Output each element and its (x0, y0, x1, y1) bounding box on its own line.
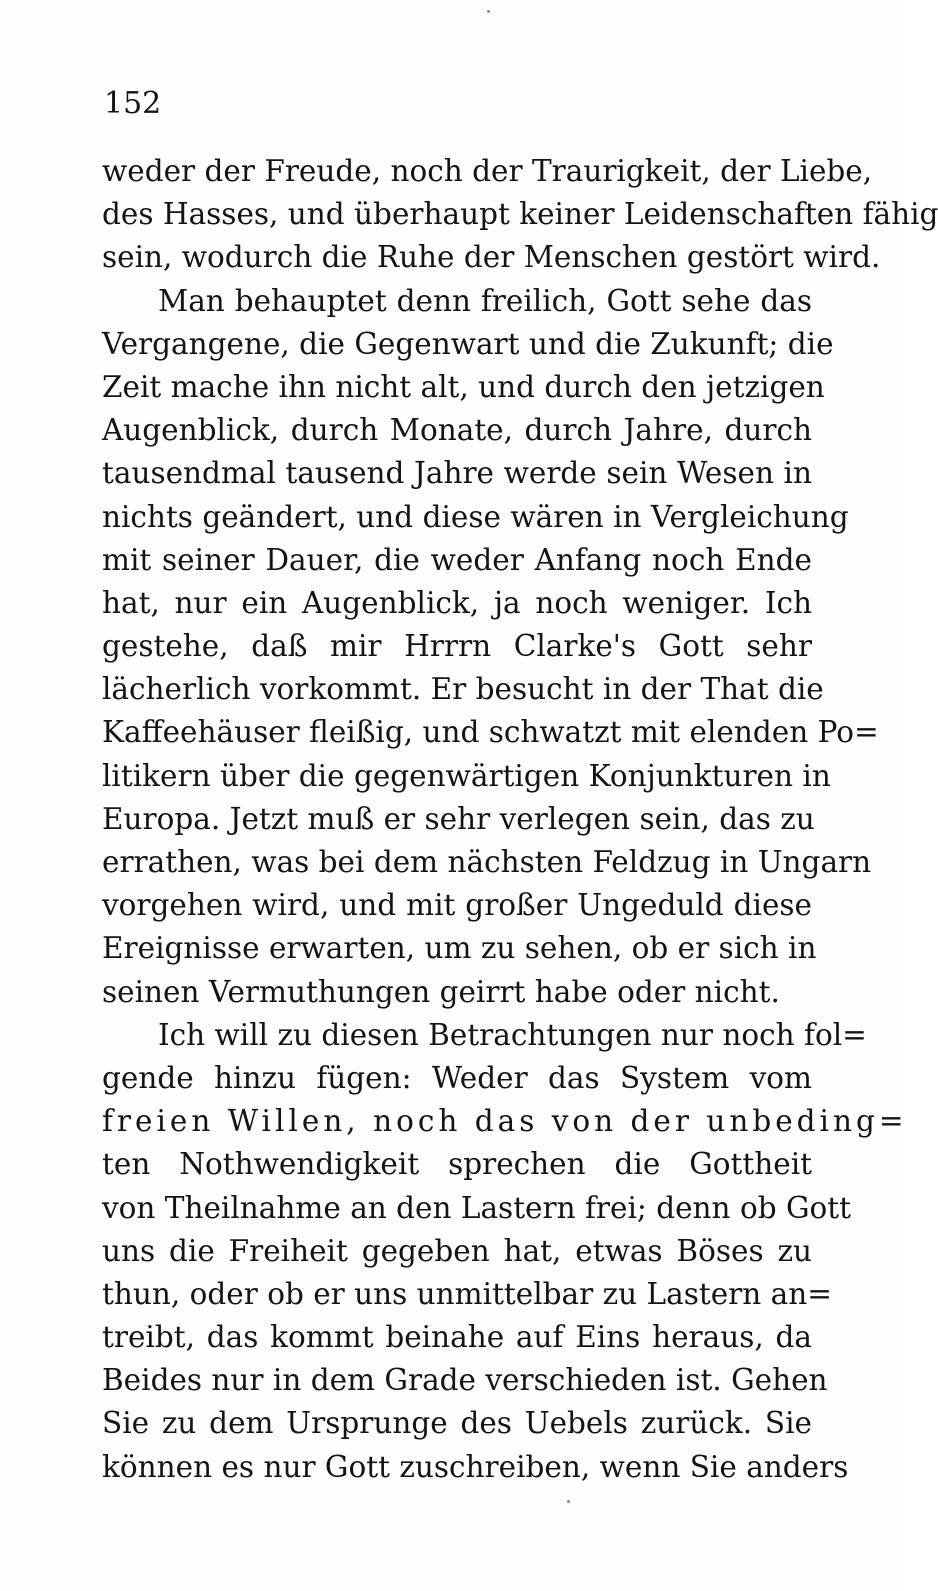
text-line: sein, wodurch die Ruhe der Menschen gestört wird. (102, 240, 881, 275)
text-line: Vergangene, die Gegenwart und die Zukunft; die (102, 326, 834, 361)
text-line: litikern über die gegenwärtigen Konjunkturen in (102, 758, 831, 793)
text-line: seinen Vermuthungen geirrt habe oder nicht. (102, 974, 780, 1009)
text-line: errathen, was bei dem nächsten Feldzug in Ungarn (102, 845, 872, 879)
text-line: mit seiner Dauer, die weder Anfang noch Ende (102, 542, 812, 577)
text-line: lächerlich vorkommt. Er besucht in der That die (102, 672, 824, 707)
text-line: gende hinzu fügen: Weder das System vom (102, 1060, 812, 1095)
paragraph-start-line: Man behauptet denn freilich, Gott sehe das (158, 283, 812, 318)
text-line: freien Willen, noch das von der unbeding= (102, 1104, 908, 1139)
page-number: 152 (104, 86, 162, 121)
text-line: Beides nur in dem Grade verschieden ist. Gehen (102, 1363, 828, 1398)
text-line: tausendmal tausend Jahre werde sein Wesen in (102, 456, 812, 491)
paragraph-start-line: Ich will zu diesen Betrachtungen nur noch fol= (158, 1017, 867, 1052)
text-line: vorgehen wird, und mit großer Ungeduld diese (102, 888, 812, 923)
body-text (102, 150, 938, 1489)
text-line: hat, nur ein Augenblick, ja noch weniger. Ich (102, 585, 812, 620)
text-line: uns die Freiheit gegeben hat, etwas Böses zu (102, 1233, 812, 1268)
text-line: von Theilnahme an den Lastern frei; denn ob Gott (102, 1190, 851, 1225)
paper-speck (487, 10, 490, 13)
text-line: Ereignisse erwarten, um zu sehen, ob er sich in (102, 931, 817, 966)
text-line: des Hasses, und überhaupt keiner Leidenschaften fähig (102, 197, 938, 232)
text-line: Europa. Jetzt muß er sehr verlegen sein, das zu (102, 801, 815, 836)
paper-speck (567, 1500, 570, 1503)
text-line: gestehe, daß mir Hrrrn Clarke's Gott sehr (102, 629, 812, 664)
text-line: weder der Freude, noch der Traurigkeit, der Liebe, (102, 154, 873, 188)
text-line: Augenblick, durch Monate, durch Jahre, durch (102, 413, 812, 448)
text-line: ten Nothwendigkeit sprechen die Gottheit (102, 1147, 812, 1182)
text-line: nichts geändert, und diese wären in Vergleichung (102, 499, 849, 534)
text-line: können es nur Gott zuschreiben, wenn Sie anders (102, 1449, 849, 1484)
text-line: treibt, das kommt beinahe auf Eins heraus, da (102, 1320, 812, 1355)
text-line: Kaffeehäuser fleißig, und schwatzt mit elenden Po= (102, 715, 879, 750)
text-line: Sie zu dem Ursprunge des Uebels zurück. Sie (102, 1406, 812, 1441)
text-line: Zeit mache ihn nicht alt, und durch den jetzigen (102, 369, 825, 404)
text-line: thun, oder ob er uns unmittelbar zu Lastern an= (102, 1276, 832, 1311)
